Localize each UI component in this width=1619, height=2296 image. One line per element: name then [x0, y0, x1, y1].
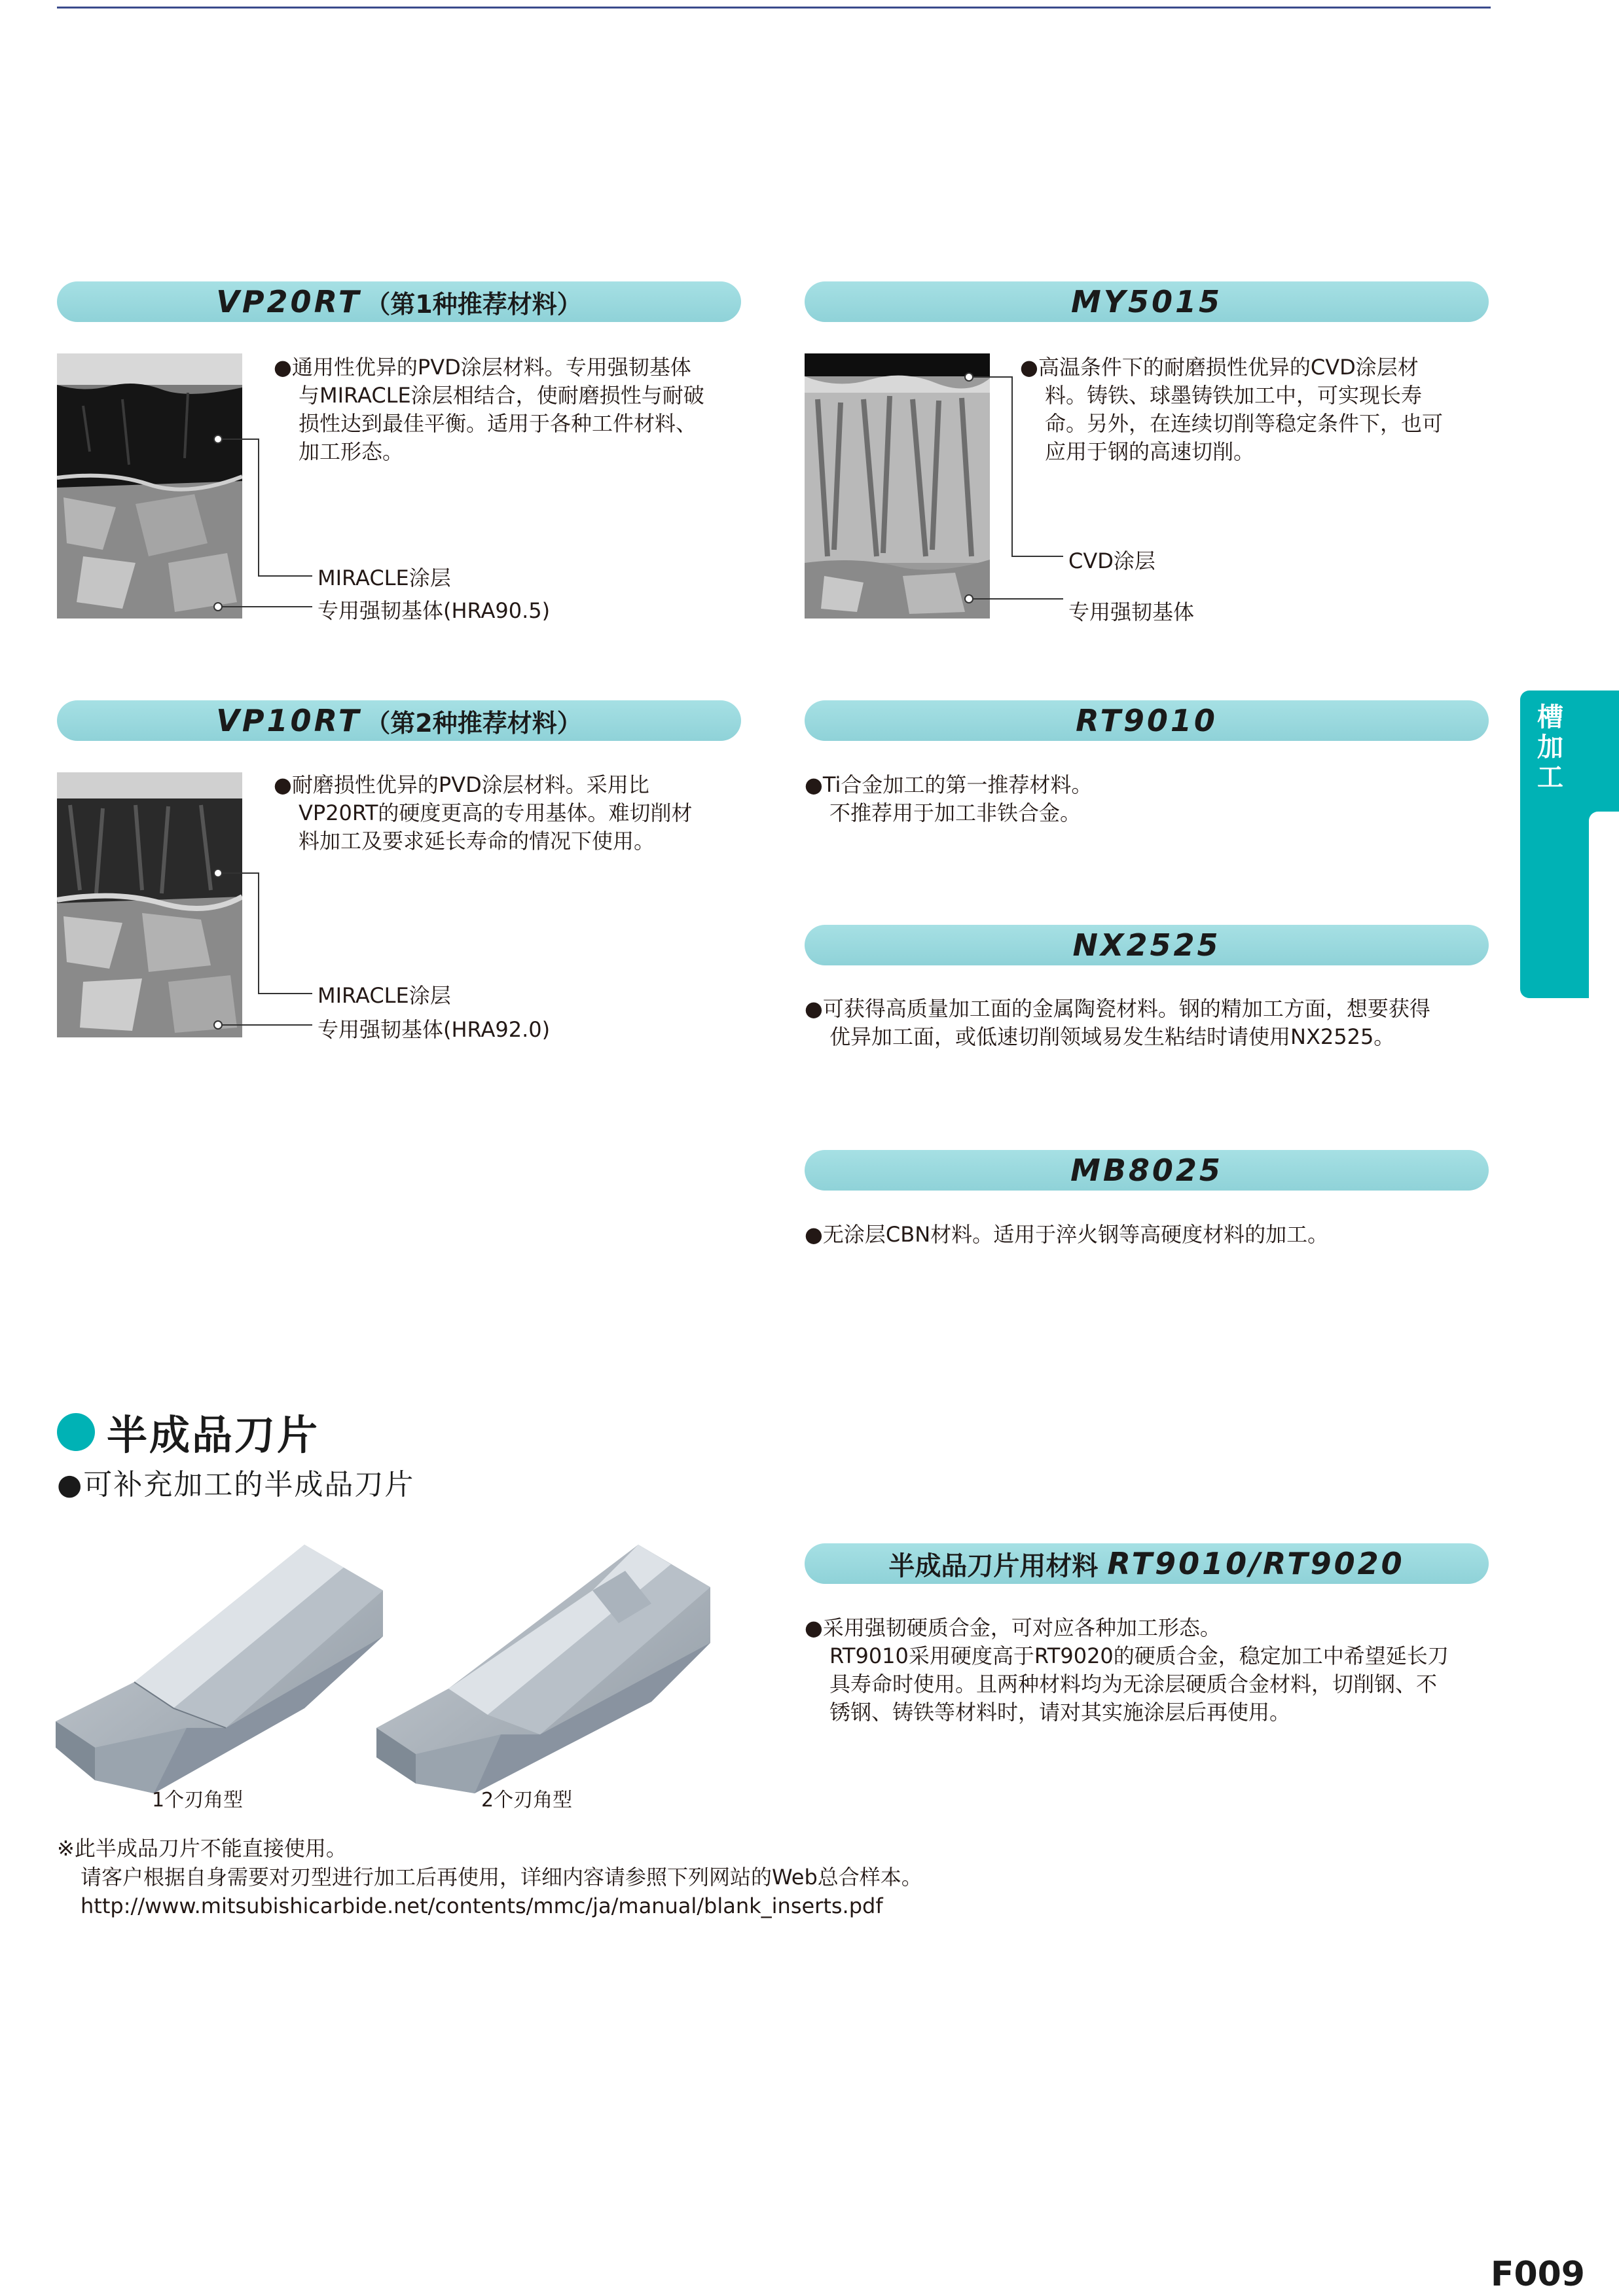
- blank-material-code: RT9010/RT9020: [1107, 1546, 1405, 1581]
- vp20rt-subtitle: （第1种推荐材料）: [365, 289, 582, 319]
- side-tab-label: [1536, 702, 1565, 793]
- blank-note: [57, 1834, 922, 1920]
- my5015-label-coating: CVD涂层: [1068, 548, 1155, 573]
- vp20rt-line-3: 损性达到最佳平衡。适用于各种工件材料、: [299, 411, 697, 436]
- vp10rt-leader: [214, 869, 319, 1039]
- vp20rt-label-coating: MIRACLE涂层: [318, 565, 451, 590]
- mb8025-description: [805, 1221, 1328, 1249]
- page-number: F009: [1490, 2255, 1585, 2294]
- my5015-line-2: 料。铸铁、球墨铸铁加工中，可实现长寿: [1045, 383, 1423, 408]
- vp10rt-line-3: 料加工及要求延长寿命的情况下使用。: [299, 829, 655, 853]
- vp10rt-line-2: VP20RT的硬度更高的专用基体。难切削材: [299, 800, 693, 825]
- vp10rt-label-coating: MIRACLE涂层: [318, 983, 451, 1008]
- blank-title: 半成品刀片: [107, 1411, 320, 1459]
- blank-caption-2: 2个刃角型: [481, 1789, 573, 1812]
- vp20rt-header: [57, 281, 741, 322]
- blank-note-url[interactable]: http://www.mitsubishicarbide.net/contents/mmc/ja/manual/blank_inserts.pdf: [81, 1893, 883, 1918]
- top-rule: [57, 7, 1491, 9]
- side-tab-char-2: 加: [1537, 732, 1563, 762]
- my5015-code: MY5015: [1070, 284, 1223, 319]
- blank-insert-single-image: [56, 1532, 383, 1800]
- nx2525-line-2: 优异加工面，或低速切削领域易发生粘结时请使用NX2525。: [829, 1024, 1395, 1049]
- nx2525-line-1: ●可获得高质量加工面的金属陶瓷材料。钢的精加工方面，想要获得: [805, 996, 1430, 1021]
- vp20rt-line-1: ●通用性优异的PVD涂层材料。专用强韧基体: [274, 355, 691, 380]
- mb8025-code: MB8025: [1070, 1153, 1223, 1188]
- vp20rt-line-4: 加工形态。: [299, 439, 404, 464]
- rt9010-description: [805, 771, 1092, 827]
- vp20rt-code: VP20RT: [216, 284, 362, 319]
- vp10rt-description: [274, 771, 692, 855]
- rt9010-code: RT9010: [1076, 703, 1218, 738]
- vp10rt-subtitle: （第2种推荐材料）: [365, 708, 582, 738]
- my5015-line-1: ●高温条件下的耐磨损性优异的CVD涂层材: [1020, 355, 1419, 380]
- vp20rt-description: [274, 353, 704, 466]
- nx2525-description: [805, 995, 1430, 1051]
- mb8025-header: [805, 1150, 1489, 1191]
- my5015-label-substrate: 专用强韧基体: [1068, 600, 1195, 624]
- side-tab-char-1: 槽: [1537, 702, 1563, 732]
- vp20rt-line-2: 与MIRACLE涂层相结合，使耐磨损性与耐破: [299, 383, 704, 408]
- rt9010-line-2: 不推荐用于加工非铁合金。: [829, 800, 1082, 825]
- blank-material-line-3: 具寿命时使用。且两种材料均为无涂层硬质合金材料，切削钢、不: [829, 1672, 1438, 1696]
- blank-material-line-1: ●采用强韧硬质合金，可对应各种加工形态。: [805, 1615, 1221, 1640]
- vp10rt-header: [57, 700, 741, 741]
- rt9010-line-1: ●Ti合金加工的第一推荐材料。: [805, 772, 1093, 797]
- blank-section-title: [57, 1403, 319, 1461]
- side-tab-char-3: 工: [1537, 762, 1563, 793]
- vp10rt-label-substrate: 专用强韧基体(HRA92.0): [318, 1017, 551, 1042]
- blank-material-description: [805, 1614, 1449, 1727]
- vp10rt-line-1: ●耐磨损性优异的PVD涂层材料。采用比: [274, 772, 649, 797]
- nx2525-code: NX2525: [1072, 927, 1221, 963]
- blank-note-line-2: 请客户根据自身需要对刃型进行加工后再使用，详细内容请参照下列网站的Web总合样本。: [81, 1865, 922, 1890]
- blank-caption-1: 1个刃角型: [152, 1789, 244, 1812]
- mb8025-line-1: ●无涂层CBN材料。适用于淬火钢等高硬度材料的加工。: [805, 1222, 1329, 1247]
- nx2525-header: [805, 925, 1489, 965]
- blank-note-line-1: ※此半成品刀片不能直接使用。: [57, 1836, 347, 1861]
- blank-material-line-4: 锈钢、铸铁等材料时，请对其实施涂层后再使用。: [829, 1700, 1291, 1725]
- my5015-micrograph: [805, 353, 990, 619]
- rt9010-header: [805, 700, 1489, 741]
- my5015-description: [1020, 353, 1443, 466]
- section-bullet-icon: [57, 1413, 95, 1451]
- blank-material-prefix: 半成品刀片用材料: [888, 1551, 1099, 1581]
- blank-subtitle: ●可补充加工的半成品刀片: [57, 1468, 415, 1501]
- blank-insert-double-image: [376, 1532, 717, 1800]
- my5015-header: [805, 281, 1489, 322]
- blank-material-line-2: RT9010采用硬度高于RT9020的硬质合金，稳定加工中希望延长刀: [829, 1643, 1449, 1668]
- vp10rt-code: VP10RT: [216, 703, 362, 738]
- my5015-line-3: 命。另外，在连续切削等稳定条件下，也可: [1045, 411, 1444, 436]
- side-tab-notch: [1589, 812, 1619, 1008]
- vp20rt-label-substrate: 专用强韧基体(HRA90.5): [318, 598, 551, 623]
- section-side-tab: [1520, 691, 1619, 998]
- my5015-line-4: 应用于钢的高速切削。: [1045, 439, 1255, 464]
- blank-material-header: [805, 1543, 1489, 1584]
